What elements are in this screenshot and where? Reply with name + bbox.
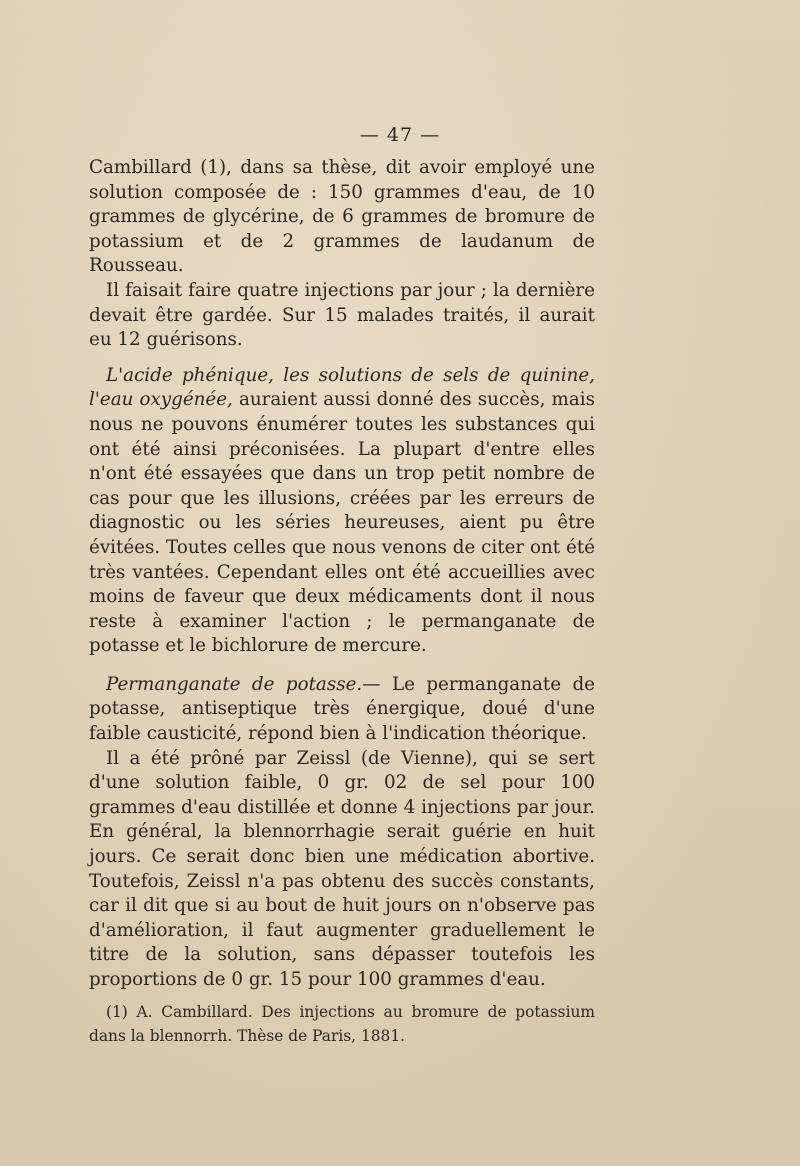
paragraph-acide-text: auraient aussi donné des succès, mais nous ne pouvons énumérer toutes les substances qui ont été ainsi préconisées. La plupart d'entre elles n'ont été essayées que dans un trop petit nombre de cas pour que les illusions, créées par les erreurs de diagnostic ou les séries heureuses, aient pu être évitées. Toutes celles que nous venons de citer ont été très vantées. Cependant elles ont été accueillies avec moins de faveur que deux médicaments dont il nous reste à examiner l'action ; le permanganate de potasse et le bichlorure de mercure. [89,389,595,657]
paragraph-injections: Il faisait faire quatre injections par jour ; la dernière devait être gardée. Sur 15 malades traités, il aurait eu 12 guérisons. [89,279,595,351]
page-number: — 47 — [359,124,441,146]
footnote [89,1000,595,1048]
paragraph-permanganate-text: — Le permanganate de potasse, antiseptique très énergique, doué d'une faible causticité, répond bien à l'indication théorique. [89,673,596,745]
paragraph-zeissl: Il a été prôné par Zeissl (de Vienne), qui se sert d'une solution faible, 0 gr. 02 de sel pour 100 grammes d'eau distillée et donne 4 injections par jour. En général, la blennorrhagie serait guérie en huit jours. Ce serait donc bien une médication abortive. Toutefois, Zeissl n'a pas obtenu des succès constants, car il dit que si au bout de huit jours on n'observe pas d'amélioration, il faut augmenter graduellement le titre de la solution, sans dépasser toutefois les proportions de 0 gr. 15 pour 100 grammes d'eau. [89,747,595,990]
paragraph-acide-phenique [89,364,595,659]
paragraph-cambillard: Cambillard (1), dans sa thèse, dit avoir employé une solution composée de : 150 grammes d'eau, de 10 grammes de glycérine, de 6 grammes de bromure de potassium et de 2 grammes de laudanum de Rousseau. [89,157,595,277]
italic-lead-permanganate: Permanganate de potasse. [106,673,363,695]
footnote-text: (1) A. Cambillard. Des injections au bromure de potassium dans la blennorrh. Thèse de Paris, 1881. [89,1003,595,1045]
body-text [89,156,595,993]
italic-lead-acide: L'acide phénique, les solutions de sels de quinine, l'eau oxygénée, [89,364,595,411]
paragraph-permanganate [89,673,595,747]
